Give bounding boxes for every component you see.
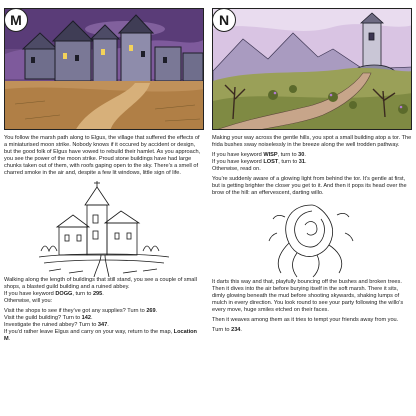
keyword-wisp: WISP bbox=[263, 152, 278, 158]
keyword-dogg-turn[interactable]: 295 bbox=[92, 291, 103, 297]
otherwise-read-on: Otherwise, read on. bbox=[212, 166, 261, 172]
weaves-text: Then it weaves among them as it tries to tempt your friends away from you. bbox=[212, 317, 399, 323]
village-intro-text: You follow the marsh path along to Elgus, the village that suffered the effects of a miniaturised moon strike. Nobody knows if it occured by accident or design, but the good folk of Elgus have vowed to rebuild their hamlet. As you approach, you see the power of the moon strike. Proud stone buildings have had large chunks taken out of them, with roofs gaping open to the sky. There’s a smell of charred smoke in the air and, despite a few lit windows, little sign of life. bbox=[4, 135, 201, 176]
walk-text: Walking along the length of buildings that still stand, you see a couple of small shops, a blasted guild building and a ruined abbey. bbox=[4, 277, 197, 290]
village-illustration-panel bbox=[4, 8, 204, 130]
turn-234-line: Turn to 234. bbox=[212, 327, 242, 333]
keyword-lost: LOST bbox=[263, 159, 279, 165]
option-shops: Visit the shops to see if they’ve got any supplies? Turn to 269. bbox=[4, 308, 158, 314]
keyword-lost-line: If you have keyword LOST, turn to 31. bbox=[212, 159, 307, 165]
darts-text: It darts this way and that, playfully bouncing off the bushes and broken trees. Then it dives into the air before burying itself in the soft marsh. There it sits, dimly glowing beneath the mud before shooting skywards, shaking lumps of mulch in every direction. You look round to see your party following the willo’s every move, huge smiles etched on their faces. bbox=[212, 279, 404, 313]
keyword-dogg: DOGG bbox=[55, 291, 73, 297]
location-badge-n: N bbox=[212, 8, 236, 32]
option-leave: If you’d rather leave Elgus and carry on your way, return to the map, Location M. bbox=[4, 329, 197, 342]
abbey-sketch bbox=[39, 177, 169, 277]
tor-intro-text: Making your way across the gentle hills, you spot a small building atop a tor. The frida bushes sway noiselessly in the breeze along the well trodden pathway. bbox=[212, 135, 412, 148]
glow-text: You’re suddenly aware of a glowing light from behind the tor. It’s gentle at first, but is getting brighter the closer you get to it. And then it pops its head over the brow of the hill: an effervescent, darting willo. bbox=[212, 176, 407, 196]
option-abbey: Investigate the ruined abbey? Turn to 347. bbox=[4, 322, 109, 328]
location-badge-m: M bbox=[4, 8, 28, 32]
keyword-wisp-line: If you have keyword WISP, turn to 30. bbox=[212, 152, 306, 158]
willo-sketch bbox=[257, 197, 367, 279]
ruined-village-illustration bbox=[5, 9, 204, 130]
option-shops-turn[interactable]: 269 bbox=[146, 308, 156, 314]
option-guild: Visit the guild building? Turn to 142. bbox=[4, 315, 93, 321]
otherwise-will-you: Otherwise, will you: bbox=[4, 298, 53, 304]
option-guild-turn[interactable]: 142 bbox=[81, 315, 91, 321]
tor-illustration-panel bbox=[212, 8, 412, 130]
option-abbey-turn[interactable]: 347 bbox=[97, 322, 108, 328]
right-column bbox=[212, 0, 412, 334]
keyword-lost-turn[interactable]: 31 bbox=[298, 159, 305, 165]
keyword-dogg-line: If you have keyword DOGG, turn to 295. bbox=[4, 291, 104, 297]
tor-landscape-illustration bbox=[213, 9, 412, 130]
location-m-link[interactable]: Location M bbox=[4, 329, 197, 342]
left-column bbox=[4, 0, 204, 343]
keyword-wisp-turn[interactable]: 30 bbox=[298, 152, 305, 158]
turn-234[interactable]: 234 bbox=[231, 327, 241, 333]
